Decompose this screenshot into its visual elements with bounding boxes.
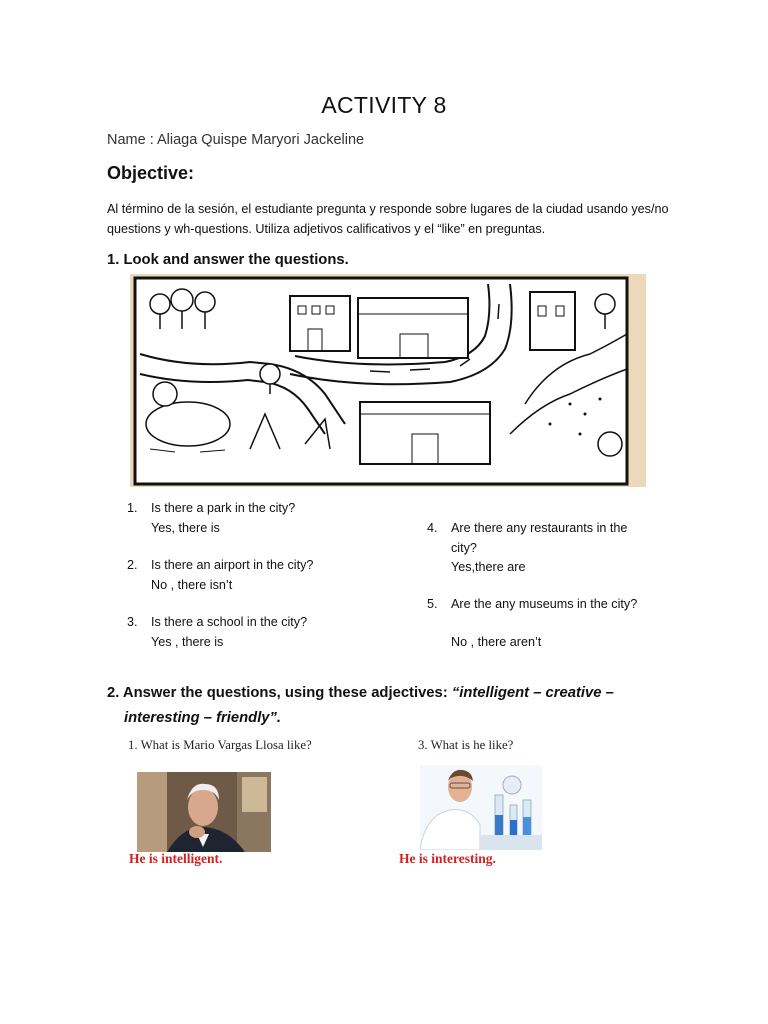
section2-adjectives-a: “intelligent – creative –: [451, 685, 614, 701]
section2-adjectives-b: interesting – friendly”.: [124, 710, 282, 726]
objective-heading: Objective:: [107, 163, 195, 183]
question-text: Is there an airport in the city?: [151, 558, 314, 572]
question-item: [127, 499, 407, 539]
question-scientist: 3. What is he like?: [418, 738, 514, 752]
question-number: 5.: [427, 597, 438, 611]
question-item: [427, 595, 707, 655]
question-number: 4.: [427, 521, 438, 535]
question-text: Are the any museums in the city?: [451, 597, 638, 611]
section2-heading-text: 2. Answer the questions, using these adjectives:: [107, 685, 452, 701]
section2-heading: [107, 681, 667, 731]
answer-text: Yes, there is: [151, 520, 220, 535]
question-text: Are there any restaurants in the: [451, 521, 628, 535]
answer-text: Yes,there are: [451, 560, 526, 574]
question-item: [127, 613, 407, 653]
question-text: Is there a park in the city?: [151, 501, 296, 515]
answer-scientist: He is interesting.: [399, 851, 496, 866]
page-title: ACTIVITY 8: [321, 92, 447, 118]
question-text-continued: city?: [451, 540, 477, 555]
objective-text: Al término de la sesión, el estudiante pregunta y responde sobre lugares de la ciudad usando yes/no questions y wh-questions. Utiliza adjetivos calificativos y el “like” en preguntas.: [107, 202, 669, 236]
question-item: [127, 556, 407, 596]
section1-heading: 1. Look and answer the questions.: [107, 252, 349, 268]
vargas-llosa-photo: [137, 772, 271, 852]
question-number: 1.: [127, 501, 138, 515]
city-map-illustration: [130, 274, 646, 487]
question-text: Is there a school in the city?: [151, 615, 308, 629]
answer-text: No , there isn’t: [151, 577, 233, 592]
scientist-photo: [420, 765, 542, 850]
answer-text: No , there aren’t: [451, 635, 542, 649]
student-name: Name : Aliaga Quispe Maryori Jackeline: [107, 132, 365, 148]
answer-text: Yes , there is: [151, 634, 224, 649]
question-item: [427, 519, 707, 579]
question-number: 2.: [127, 558, 138, 572]
answer-vargas-llosa: He is intelligent.: [129, 851, 223, 866]
question-vargas-llosa: 1. What is Mario Vargas Llosa like?: [128, 738, 312, 752]
question-number: 3.: [127, 615, 138, 629]
